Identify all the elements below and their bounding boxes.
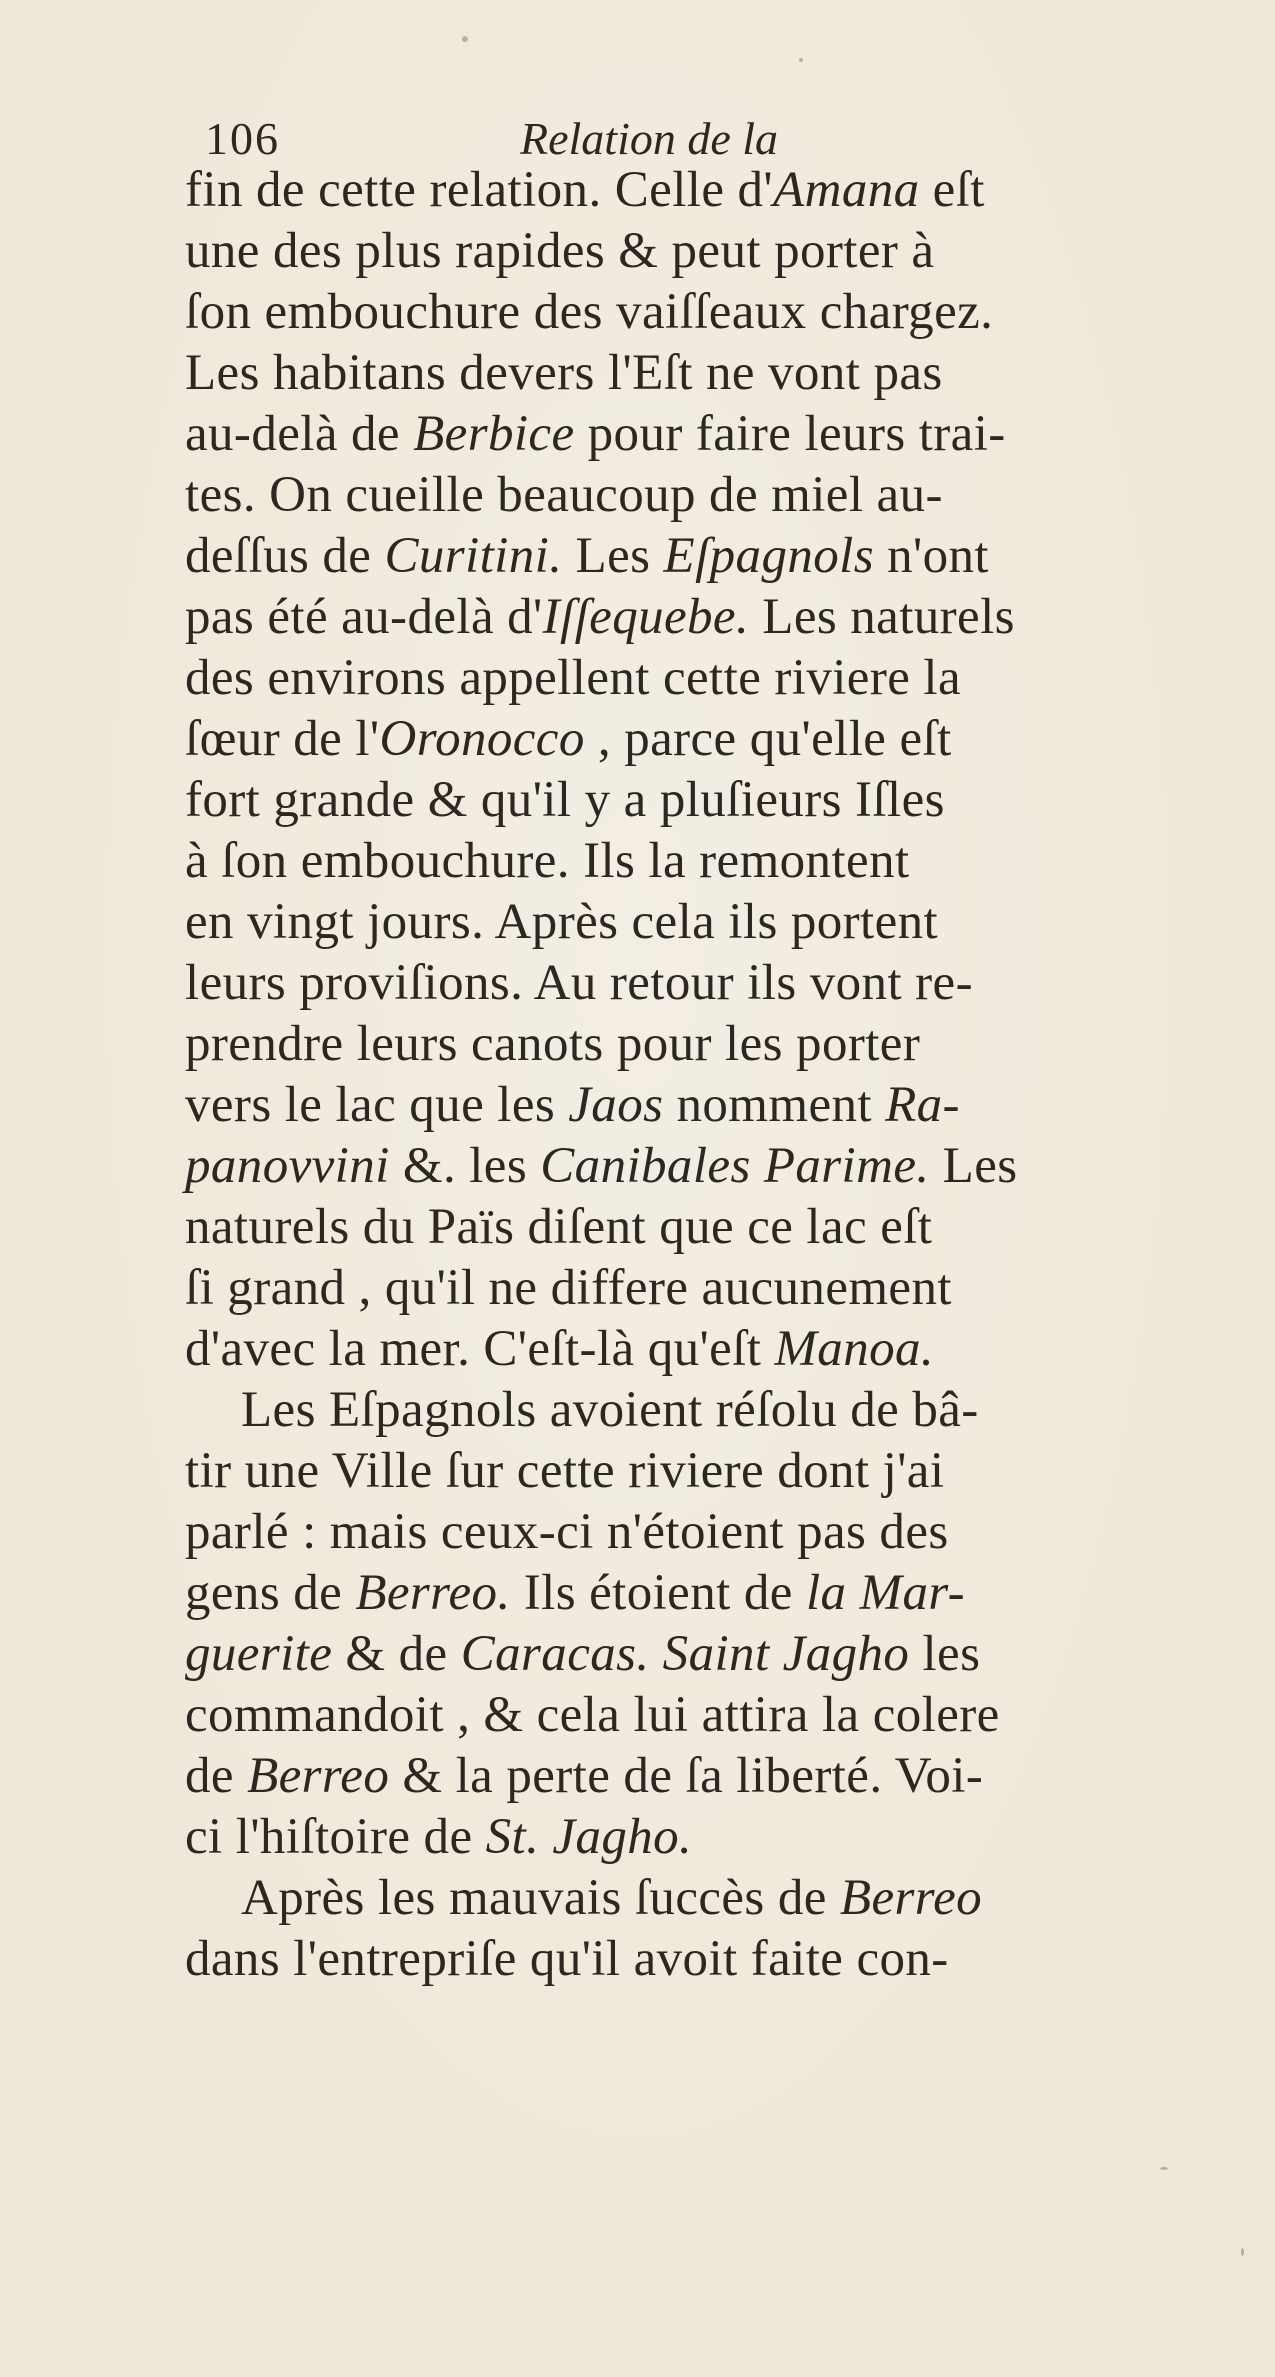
text-line <box>185 1014 1205 1075</box>
text-line <box>185 1624 1205 1685</box>
italic-segment: guerite <box>185 1626 333 1682</box>
italic-segment: Canibales Parime. <box>540 1138 930 1194</box>
text-line <box>185 587 1205 648</box>
text-segment: n'ont <box>873 528 989 584</box>
text-line <box>185 770 1205 831</box>
text-line <box>185 1868 1205 1929</box>
text-segment: & la perte de ſa liberté. Voi- <box>389 1748 984 1804</box>
text-line <box>185 648 1205 709</box>
text-line <box>185 1197 1205 1258</box>
text-line <box>185 404 1205 465</box>
text-segment: vers le lac que les <box>185 1077 569 1133</box>
text-line <box>185 953 1205 1014</box>
text-segment: ci l'hiſtoire de <box>185 1809 486 1865</box>
text-segment: au-delà de <box>185 406 414 462</box>
italic-segment: Curitini. <box>384 528 563 584</box>
text-segment: naturels du Païs diſent que ce lac eſt <box>185 1199 933 1255</box>
text-segment: gens de <box>185 1565 356 1621</box>
text-line <box>185 1746 1205 1807</box>
italic-segment: panovvini <box>185 1138 390 1194</box>
text-line <box>185 1319 1205 1380</box>
text-line <box>185 1929 1205 1990</box>
text-segment: pas été au-delà d' <box>185 589 543 645</box>
text-segment: & de <box>332 1626 461 1682</box>
text-segment: ſon embouchure des vaiſſeaux chargez. <box>185 284 994 340</box>
text-segment: en vingt jours. Après cela ils portent <box>185 894 939 950</box>
italic-segment: Berreo. <box>355 1565 511 1621</box>
text-segment: une des plus rapides & peut porter à <box>185 223 935 279</box>
italic-segment: Eſpagnols <box>663 528 874 584</box>
text-segment: leurs proviſions. Au retour ils vont re- <box>185 955 973 1011</box>
text-segment: Les <box>929 1138 1018 1194</box>
italic-segment: Caracas. Saint Jagho <box>460 1626 910 1682</box>
paper-speck <box>1241 2248 1244 2256</box>
text-segment: prendre leurs canots pour les porter <box>185 1016 921 1072</box>
text-segment: Les Eſpagnols avoient réſolu de bâ- <box>241 1382 979 1438</box>
text-segment: de <box>185 1748 248 1804</box>
italic-segment: Berbice <box>413 406 575 462</box>
text-line <box>185 1807 1205 1868</box>
paper-speck <box>462 36 468 42</box>
text-segment: les <box>909 1626 981 1682</box>
text-segment: Les naturels <box>749 589 1015 645</box>
italic-segment: Berreo <box>247 1748 390 1804</box>
italic-segment: Jaos <box>568 1077 664 1133</box>
text-line <box>185 709 1205 770</box>
italic-segment: St. Jagho. <box>485 1809 693 1865</box>
text-line <box>185 1136 1205 1197</box>
text-line <box>185 1075 1205 1136</box>
text-segment: Les <box>562 528 664 584</box>
text-line <box>185 221 1205 282</box>
text-segment: nomment <box>663 1077 886 1133</box>
text-segment: deſſus de <box>185 528 385 584</box>
text-segment: , parce qu'elle eſt <box>584 711 952 767</box>
text-segment: pour faire leurs trai- <box>574 406 1006 462</box>
italic-segment: Ra- <box>885 1077 960 1133</box>
text-segment: ſi grand , qu'il ne differe aucunement <box>185 1260 952 1316</box>
text-segment: Les habitans devers l'Eſt ne vont pas <box>185 345 943 401</box>
text-segment: commandoit , & cela lui attira la colere <box>185 1687 1000 1743</box>
text-segment: Ils étoient de <box>510 1565 806 1621</box>
text-line <box>185 1441 1205 1502</box>
text-segment: des environs appellent cette riviere la <box>185 650 962 706</box>
text-line <box>185 1380 1205 1441</box>
text-segment: tir une Ville ſur cette riviere dont j'ai <box>185 1443 945 1499</box>
italic-segment: Oronocco <box>379 711 585 767</box>
text-segment: fin de cette relation. Celle d' <box>185 162 774 218</box>
page-number: 106 <box>205 113 280 164</box>
text-line <box>185 282 1205 343</box>
italic-segment: Manoa. <box>774 1321 935 1377</box>
paper-speck <box>1160 2167 1168 2170</box>
italic-segment: Iſſequebe. <box>542 589 750 645</box>
text-segment: ſœur de l' <box>185 711 380 767</box>
text-segment: &. les <box>389 1138 541 1194</box>
text-segment: d'avec la mer. C'eſt-là qu'eſt <box>185 1321 775 1377</box>
text-line <box>185 160 1205 221</box>
text-segment: fort grande & qu'il y a pluſieurs Iſles <box>185 772 945 828</box>
text-line <box>185 831 1205 892</box>
text-line <box>185 343 1205 404</box>
text-line <box>185 465 1205 526</box>
italic-segment: la Mar- <box>805 1565 965 1621</box>
text-segment: parlé : mais ceux-ci n'étoient pas des <box>185 1504 949 1560</box>
text-segment: dans l'entrepriſe qu'il avoit faite con- <box>185 1931 949 1987</box>
text-segment: eſt <box>919 162 985 218</box>
italic-segment: Berreo <box>839 1870 983 1926</box>
text-segment: à ſon embouchure. Ils la remontent <box>185 833 910 889</box>
running-title: Relation de la <box>520 113 779 164</box>
text-segment: Après les mauvais ſuccès de <box>241 1870 840 1926</box>
text-segment: tes. On cueille beaucoup de miel au- <box>185 467 943 523</box>
paper-speck <box>799 58 803 62</box>
body-text <box>185 160 1205 1990</box>
text-line <box>185 1685 1205 1746</box>
text-line <box>185 1563 1205 1624</box>
text-line <box>185 526 1205 587</box>
text-line <box>185 1258 1205 1319</box>
italic-segment: Amana <box>773 162 920 218</box>
text-line <box>185 892 1205 953</box>
text-line <box>185 1502 1205 1563</box>
